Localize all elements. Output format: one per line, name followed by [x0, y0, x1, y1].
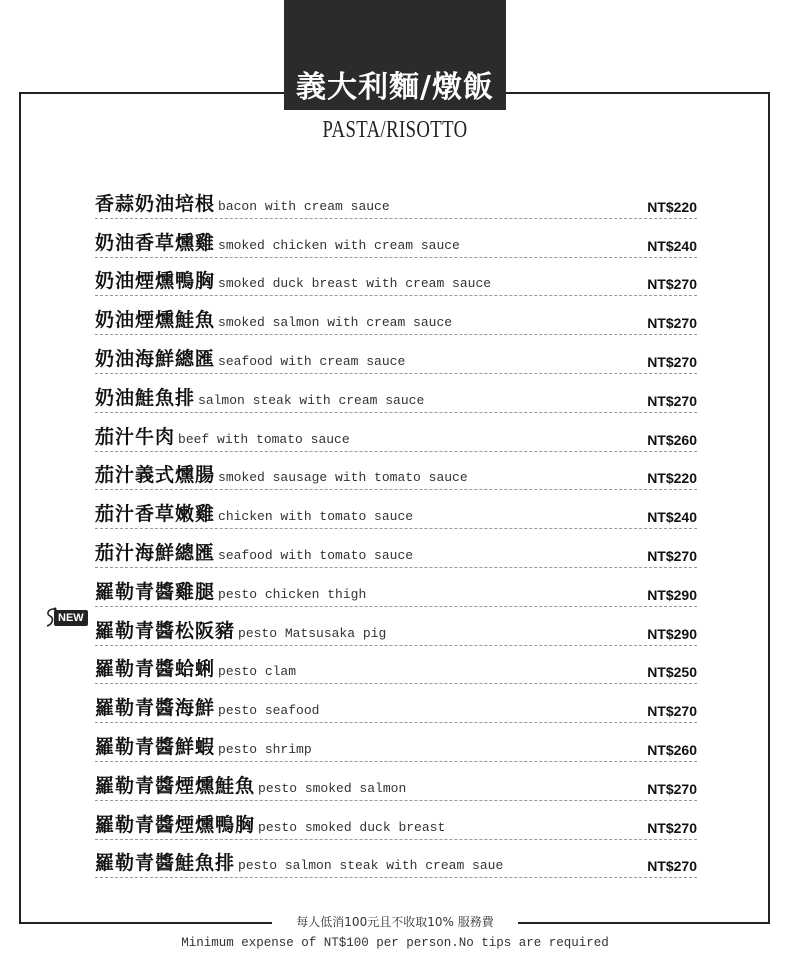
menu-item	[95, 723, 697, 762]
item-name-en: pesto smoked duck breast	[258, 819, 446, 835]
item-name-en: bacon with cream sauce	[218, 198, 390, 214]
item-name-zh: 羅勒青醬海鮮	[95, 697, 216, 720]
menu-item	[95, 452, 697, 491]
item-price: NT$290	[647, 625, 697, 642]
item-price: NT$270	[647, 547, 697, 564]
item-price: NT$260	[647, 431, 697, 448]
item-name-en: pesto seafood	[218, 703, 320, 719]
item-price: NT$270	[647, 858, 697, 875]
item-name-en: beef with tomato sauce	[178, 431, 350, 447]
menu-item	[95, 258, 697, 297]
menu-item	[95, 762, 697, 801]
item-name-en: pesto Matsusaka pig	[238, 625, 387, 641]
item-name-zh: 香蒜奶油培根	[95, 192, 216, 215]
item-name-en: pesto clam	[218, 664, 297, 680]
new-label: NEW	[54, 610, 88, 626]
item-price: NT$270	[647, 703, 697, 720]
menu-item	[95, 529, 697, 568]
item-name-en: seafood with cream sauce	[218, 353, 406, 369]
item-price: NT$220	[647, 470, 697, 487]
item-name-zh: 茄汁海鮮總匯	[95, 541, 216, 564]
menu-item	[95, 180, 697, 219]
item-name-en: pesto smoked salmon	[258, 780, 407, 796]
item-name-zh: 羅勒青醬雞腿	[95, 580, 216, 603]
item-price: NT$240	[647, 509, 697, 526]
menu-item-new	[95, 607, 697, 646]
footer-note-en: Minimum expense of NT$100 per person.No tips are required	[181, 936, 609, 950]
item-price: NT$270	[647, 315, 697, 332]
item-name-zh: 茄汁牛肉	[95, 425, 176, 448]
item-price: NT$270	[647, 353, 697, 370]
item-name-zh: 茄汁義式燻腸	[95, 464, 216, 487]
item-name-en: pesto shrimp	[218, 741, 312, 757]
menu-item	[95, 840, 697, 879]
item-price: NT$250	[647, 664, 697, 681]
item-price: NT$220	[647, 198, 697, 215]
menu-item	[95, 413, 697, 452]
menu-list	[95, 180, 697, 878]
page-title-zh: 義大利麵/燉飯	[296, 70, 494, 105]
item-name-en: pesto salmon steak with cream saue	[238, 858, 504, 874]
item-price: NT$240	[647, 237, 697, 254]
item-name-zh: 奶油鮭魚排	[95, 386, 196, 409]
item-name-zh: 羅勒青醬煙燻鴨胸	[95, 813, 256, 836]
item-name-zh: 茄汁香草嫩雞	[95, 503, 216, 526]
menu-item	[95, 684, 697, 723]
item-name-en: smoked sausage with tomato sauce	[218, 470, 468, 486]
new-badge	[44, 606, 92, 630]
item-price: NT$270	[647, 392, 697, 409]
item-price: NT$260	[647, 741, 697, 758]
item-name-en: smoked salmon with cream sauce	[218, 315, 453, 331]
menu-item	[95, 374, 697, 413]
menu-item	[95, 490, 697, 529]
item-name-en: chicken with tomato sauce	[218, 509, 414, 525]
item-price: NT$290	[647, 586, 697, 603]
item-price: NT$270	[647, 276, 697, 293]
menu-item	[95, 335, 697, 374]
item-name-en: seafood with tomato sauce	[218, 547, 414, 563]
menu-item	[95, 646, 697, 685]
item-name-en: smoked chicken with cream sauce	[218, 237, 460, 253]
menu-item	[95, 801, 697, 840]
footer-note-zh: 每人低消100元且不收取10% 服務費	[296, 915, 494, 929]
item-name-zh: 羅勒青醬蛤蜊	[95, 658, 216, 681]
item-name-zh: 奶油煙燻鮭魚	[95, 309, 216, 332]
item-name-zh: 羅勒青醬鮭魚排	[95, 852, 236, 875]
menu-item	[95, 296, 697, 335]
page-title-en: PASTA/RISOTTO	[322, 117, 468, 143]
item-name-zh: 羅勒青醬煙燻鮭魚	[95, 774, 256, 797]
item-name-zh: 羅勒青醬鮮蝦	[95, 735, 216, 758]
item-name-zh: 羅勒青醬松阪豬	[95, 619, 236, 642]
item-name-zh: 奶油香草燻雞	[95, 231, 216, 254]
item-price: NT$270	[647, 819, 697, 836]
item-name-zh: 奶油煙燻鴨胸	[95, 270, 216, 293]
menu-item	[95, 568, 697, 607]
item-name-en: salmon steak with cream sauce	[198, 392, 425, 408]
item-name-en: smoked duck breast with cream sauce	[218, 276, 492, 292]
item-name-en: pesto chicken thigh	[218, 586, 367, 602]
item-name-zh: 奶油海鮮總匯	[95, 347, 216, 370]
menu-item	[95, 219, 697, 258]
item-price: NT$270	[647, 780, 697, 797]
